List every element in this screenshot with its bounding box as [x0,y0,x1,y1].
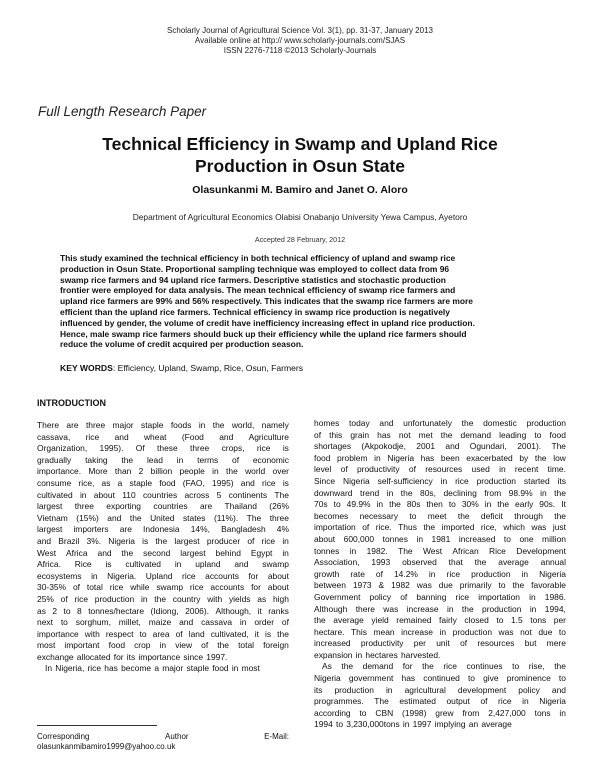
body-line: As the demand for the rice continues to rise, the [322,661,566,672]
body-line: Africa. Rice is cultivated in upland and swamp [37,559,289,570]
body-line: according to CBN (1998) grew from 2,427,000 tons in [314,707,566,718]
email-label: E-Mail: [264,732,289,741]
body-line: the average yield remained fairly closed to 1.5 tons per [314,615,566,626]
body-line: shortages (Akpokodje, 2001 and Ogundari, 2001). The [314,441,566,452]
footnote-rule [37,725,157,726]
body-line: between 1973 & 1982 was due primarily to the favorable [314,580,566,591]
body-line: In Nigeria, rice has become a major staple food in most [45,663,260,674]
authors: Olasunkanmi M. Bamiro and Janet O. Aloro [192,184,408,196]
body-line: about 600,000 tonnes in 1981 increased to one million [314,533,566,544]
body-line: of this grain has not met the demand leading to food [314,429,566,440]
title-line: Technical Efficiency in Swamp and Upland Rice [102,134,498,154]
abstract-line: production in Osun State. Proportional sampling technique was employed to collect data from 96 [60,263,450,274]
abstract [60,253,538,350]
abstract-line: upland rice farmers are 99% and 56% respectively. This indicates that the swamp rice farmers are more [60,296,473,307]
abstract-line: swamp rice farmers and 94 upland rice farmers. Descriptive statistics and stochastic production [60,274,446,285]
body-line: becomes necessary to meet the deficit through the [314,510,566,521]
affiliation: Department of Agricultural Economics Olabisi Onabanjo University Yewa Campus, Ayetoro [132,212,468,222]
abstract-line: efficient than the upland rice farmers. Technical efficiency in swamp rice production is negatively [60,306,450,317]
body-line: largest three exporting countries are Thailand (26% [37,501,289,512]
body-line: programmes. The estimated output of rice in Nigeria [314,696,566,707]
keywords-label: KEY WORDS [60,363,113,373]
body-line: Since Nigeria self-sufficiency in rice production started its [314,475,566,486]
body-line: importance with respect to area of land cultivated, it is the [37,628,289,639]
body-line: level of productivity of resources used in recent time. [314,464,566,475]
left-column [37,420,289,675]
body-line: Organization, 1995). Of these three crops, rice is [37,443,289,454]
body-line: 25% of rice production in the country with yields as high [37,593,289,604]
author-label: Author [165,732,189,741]
body-line: Nigeria government has continued to give prominence to [314,673,566,684]
journal-issn: ISSN 2276-7118 ©2013 Scholarly-Journals [223,46,377,55]
journal-header [0,26,600,56]
body-line: most important food crop in view of the total foreign [37,640,289,651]
journal-citation: Scholarly Journal of Agricultural Science Vol. 3(1), pp. 31-37, January 2013 [167,26,433,35]
body-line: 30-35% of total rice while swamp rice accounts for about [37,582,289,593]
body-line: exchange allocated for its importance since 1997. [37,651,228,662]
keywords [60,363,540,373]
body-line: Association, 1993 observed that the average annual [314,557,566,568]
corresponding-label: Corresponding [37,732,90,741]
body-line: 1994 to 3,230,000tons in 1997 implying an average [314,719,512,730]
body-line: importation of rice. Thus the imported rice, which was just [314,522,566,533]
title-line: Production in Osun State [194,156,405,176]
body-line: growth rate of 14.2% in rice production in Nigeria [314,568,566,579]
paper-title [40,133,560,177]
body-line: largest importers are Indonesia 14%, Bangladesh 4% [37,524,289,535]
body-line: next to sorghum, millet, maize and cassava in order of [37,617,289,628]
paper-type: Full Length Research Paper [38,104,207,119]
abstract-line: Hence, male swamp rice farmers should buck up their efficiency while the upland rice farmers should [60,328,467,339]
author-email[interactable]: olasunkanmibamiro1999@yahoo.co.uk [37,742,176,751]
abstract-line: influenced by gender, the volume of credit have inefficiency increasing effect in upland rice production. [60,317,475,328]
body-line: increased productivity per unit of resources but mere [314,638,566,649]
abstract-line: frontier were employed for data analysis. The mean technical efficiency of swamp rice farmers and [60,285,456,296]
body-line: consume rice, as a staple food (FAO, 1995) and rice is [37,477,289,488]
body-line: importance. More than 2 billion people in the world over [37,466,289,477]
body-line: gradually taking the lead in terms of economic [37,454,289,465]
accepted-date: Accepted 28 February, 2012 [254,235,346,244]
body-line: food problem in Nigeria has been exacerbated by the low [314,452,566,463]
body-line: West Africa and the second largest behind Egypt in [37,547,289,558]
keywords-text: : Efficiency, Upland, Swamp, Rice, Osun, Farmers [112,363,304,373]
body-line: Government policy of banning rice importation in 1986. [314,591,566,602]
body-line: cassava, rice and wheat (Food and Agriculture [37,431,289,442]
body-line: Vietnam (15%) and the United states (11%). The three [37,512,289,523]
body-line: ecosystems in Nigeria. Upland rice accounts for about [37,570,289,581]
body-line: Although there was increase in the production in 1994, [314,603,566,614]
body-line: its production in agricultural development policy and [314,684,566,695]
body-line: There are three major staple foods in the world, namely [37,420,289,430]
body-line: cultivated in about 110 countries across 5 continents The [37,489,289,500]
journal-url: Available online at http:// www.scholarly-journals.com/SJAS [194,36,406,45]
body-line: tonnes in 1982. The West African Rice Development [314,545,566,556]
body-line: and Brazil 3%. Nigeria is the largest producer of rice in [37,535,289,546]
abstract-line: This study examined the technical efficiency in both technical efficiency of upland and swamp rice [60,253,456,263]
abstract-line: reduce the volume of credit acquired per production season. [60,339,304,350]
body-line: 70s to 49.9% in the 80s then to 30% in the early 90s. It [314,499,566,510]
section-heading-introduction: INTRODUCTION [37,398,106,408]
body-line: as 2 to 8 tonnes/hectare (Idiong, 2006). Although, it ranks [37,605,289,616]
corresponding-author-note [37,732,289,752]
body-line: expansion in hectares harvested. [314,649,441,660]
right-column [314,418,566,731]
body-line: homes today and unfortunately the domestic production [314,418,566,428]
body-line: downward trend in the 80s, declining from 98.9% in the [314,487,566,498]
body-line: hectare. This mean increase in production was not due to [314,626,566,637]
